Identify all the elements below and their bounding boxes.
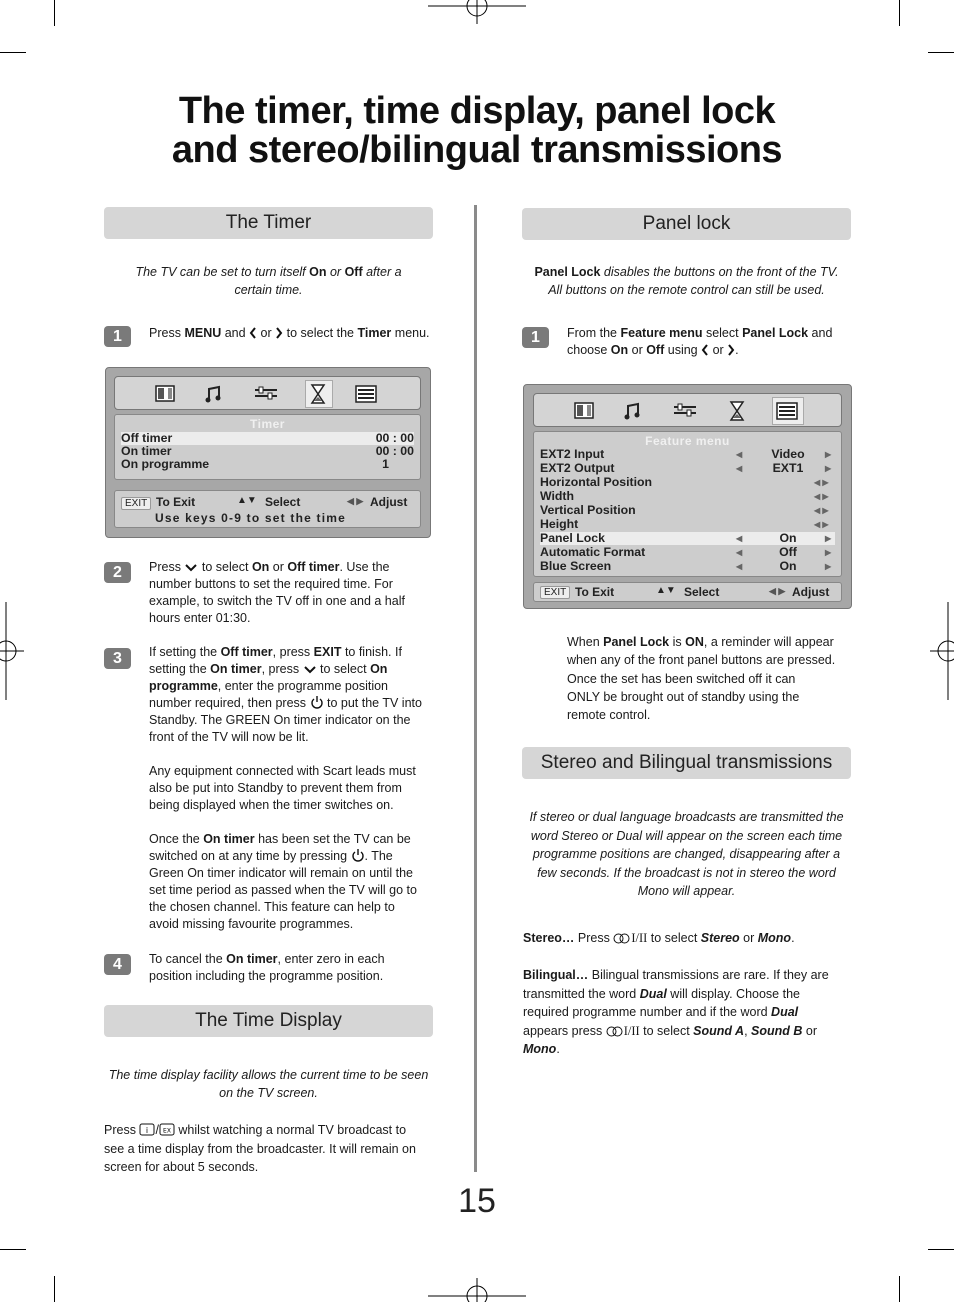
timer-row-off-timer[interactable]: Off timer 00 : 00	[121, 431, 414, 445]
timer-menu-icon[interactable]	[724, 401, 750, 421]
timer-step-1: Press MENU and or to select the Timer menu.	[149, 326, 430, 340]
feature-footer	[533, 582, 842, 602]
timer-menu-screen	[105, 367, 431, 538]
chevron-right-icon	[727, 344, 735, 356]
sound-menu-icon[interactable]	[622, 401, 648, 421]
bilingual-text: Bilingual… Bilingual transmissions are rare. If they are transmitted the word Dual will display. Choose the required programme number and if the word Dual appears press I/II to select Sound A, Sound B or Mono.	[523, 968, 829, 1056]
setup-menu-icon[interactable]	[353, 384, 379, 404]
crop-mark	[0, 52, 26, 53]
up-down-arrows-icon: ▲▼	[656, 585, 676, 596]
page-number: 15	[458, 1182, 496, 1220]
registration-mark	[0, 602, 24, 700]
timer-row-on-programme[interactable]: On programme 1	[121, 457, 389, 471]
feature-row-blue-screen[interactable]: Blue Screen ◀ On ▶	[540, 559, 832, 573]
dual-sound-icon	[606, 1026, 624, 1037]
setup-menu-icon[interactable]	[774, 401, 800, 421]
feature-panel	[533, 431, 842, 577]
timer-hint: Use keys 0-9 to set the time	[155, 511, 347, 525]
feature-row-panel-lock[interactable]: Panel Lock ◀ On ▶	[540, 532, 835, 545]
title-line-2: and stereo/bilingual transmissions	[171, 129, 783, 171]
select-label: Select	[265, 495, 301, 509]
up-down-arrows-icon: ▲▼	[237, 495, 257, 506]
feature-row-vertical-position[interactable]: Vertical Position ◀ ▶	[540, 503, 829, 517]
feature-row-width[interactable]: Width ◀ ▶	[540, 489, 829, 503]
time-display-heading: The Time Display	[104, 1005, 433, 1037]
crop-mark	[928, 1249, 954, 1250]
stereo-heading: Stereo and Bilingual transmissions	[522, 747, 851, 779]
power-icon	[310, 695, 324, 709]
chevron-left-icon	[249, 327, 257, 339]
step-badge-2: 2	[104, 562, 131, 583]
crop-mark	[928, 52, 954, 53]
stereo-intro: If stereo or dual language broadcasts are transmitted the word Stereo or Dual will appear on the screen each time programme positions are changed, disappearing after a few seconds. If the broadcast is not in stereo the word Mono will appear.	[529, 810, 844, 898]
panel-lock-step-1: From the Feature menu select Panel Lock and choose On or Off using or .	[567, 326, 833, 357]
feature-row-height[interactable]: Height ◀ ▶	[540, 517, 829, 531]
left-right-arrows-icon: ◀ ▶	[769, 586, 786, 596]
feature-row-automatic-format[interactable]: Automatic Format ◀ Off ▶	[540, 545, 832, 559]
timer-menu-icon[interactable]	[305, 384, 331, 404]
time-display-intro: The time display facility allows the current time to be seen on the TV screen.	[108, 1068, 429, 1100]
page-title	[0, 92, 954, 170]
adjust-label: Adjust	[792, 585, 830, 599]
picture-menu-icon[interactable]	[572, 401, 598, 421]
exit-key: EXIT	[540, 586, 570, 599]
feature-menu-icon[interactable]	[672, 401, 698, 421]
menu-icon-bar	[114, 376, 421, 410]
step-badge-1: 1	[104, 326, 131, 347]
feature-row-ext2-output[interactable]: EXT2 Output ◀ EXT1 ▶	[540, 461, 832, 475]
timer-step-2: Press to select On or Off timer. Use the number buttons to set the required time. For example, to switch the TV off in one and a half hours enter 01:30.	[149, 560, 405, 625]
crop-mark	[54, 1276, 55, 1302]
menu-icon-bar	[533, 393, 842, 427]
sound-menu-icon[interactable]	[203, 384, 229, 404]
timer-row-on-timer[interactable]: On timer 00 : 00	[121, 444, 414, 458]
to-exit-label: To Exit	[575, 585, 615, 599]
feature-menu-icon[interactable]	[253, 384, 279, 404]
title-line-1: The timer, time display, panel lock	[178, 90, 776, 132]
step-badge-3: 3	[104, 648, 131, 669]
registration-mark	[428, 1278, 526, 1302]
chevron-left-icon	[701, 344, 709, 356]
feature-menu-screen	[523, 384, 852, 609]
step-badge-panel-1: 1	[522, 327, 549, 348]
power-icon	[351, 848, 365, 862]
to-exit-label: To Exit	[156, 495, 196, 509]
feature-panel-header: Feature menu	[645, 434, 730, 448]
stereo-text: Stereo… Press I/II to select Stereo or Mono.	[523, 931, 795, 945]
column-divider	[474, 205, 477, 1172]
timer-panel-header: Timer	[250, 417, 285, 431]
crop-mark	[899, 0, 900, 26]
feature-row-ext2-input[interactable]: EXT2 Input ◀ Video ▶	[540, 447, 832, 461]
info-button-icon	[139, 1123, 155, 1136]
timer-step-4: To cancel the On timer, enter zero in each position including the programme position.	[149, 952, 385, 983]
left-right-arrows-icon: ◀ ▶	[347, 496, 364, 506]
panel-lock-intro: Panel Lock disables the buttons on the front of the TV. All buttons on the remote control can still be used.	[534, 265, 839, 297]
chevron-right-icon	[275, 327, 283, 339]
feature-row-horizontal-position[interactable]: Horizontal Position ◀ ▶	[540, 475, 829, 489]
step-badge-4: 4	[104, 954, 131, 975]
timer-heading: The Timer	[104, 207, 433, 239]
adjust-label: Adjust	[370, 495, 408, 509]
chevron-down-icon	[184, 563, 198, 573]
panel-lock-heading: Panel lock	[522, 208, 851, 240]
timer-step-3: If setting the Off timer, press EXIT to finish. If setting the On timer, press to select On programme, enter the programme position number required, then press to put the TV into Standby. The GREEN On timer indicator on the front of the TV will now be lit. Any equipment connected with Scart leads must also be put into Standby to prevent them from being displayed when the timer switches on. Once the On timer has been set the TV can be switched on at any time by pressing . The Green On timer indicator will remain on until the set time period as passed when the TV will go to the chosen channel. This feature can help to avoid missing favourite programmes.	[149, 645, 422, 931]
panel-lock-note: When Panel Lock is ON, a reminder will appear when any of the front panel buttons are pressed. Once the set has been switched off it can ONLY be brought out of standby using the remote control.	[567, 635, 836, 723]
crop-mark	[0, 1249, 26, 1250]
picture-menu-icon[interactable]	[153, 384, 179, 404]
svg-text:EX: EX	[162, 1127, 171, 1135]
dual-sound-icon	[613, 933, 631, 944]
exit-key: EXIT	[121, 497, 151, 510]
crop-mark	[54, 0, 55, 26]
timer-panel	[114, 414, 421, 480]
svg-text:i: i	[146, 1126, 149, 1135]
text-button-icon	[159, 1123, 175, 1136]
registration-mark	[930, 602, 954, 700]
select-label: Select	[684, 585, 720, 599]
crop-mark	[899, 1276, 900, 1302]
timer-intro: The TV can be set to turn itself On or Off after a certain time.	[135, 265, 402, 297]
time-display-text: Press i / EX whilst watching a normal TV broadcast to see a time display from the broadcaster. It will remain on screen for about 5 seconds.	[104, 1123, 416, 1174]
registration-mark	[428, 0, 526, 24]
timer-footer	[114, 490, 421, 528]
chevron-down-icon	[303, 665, 317, 675]
